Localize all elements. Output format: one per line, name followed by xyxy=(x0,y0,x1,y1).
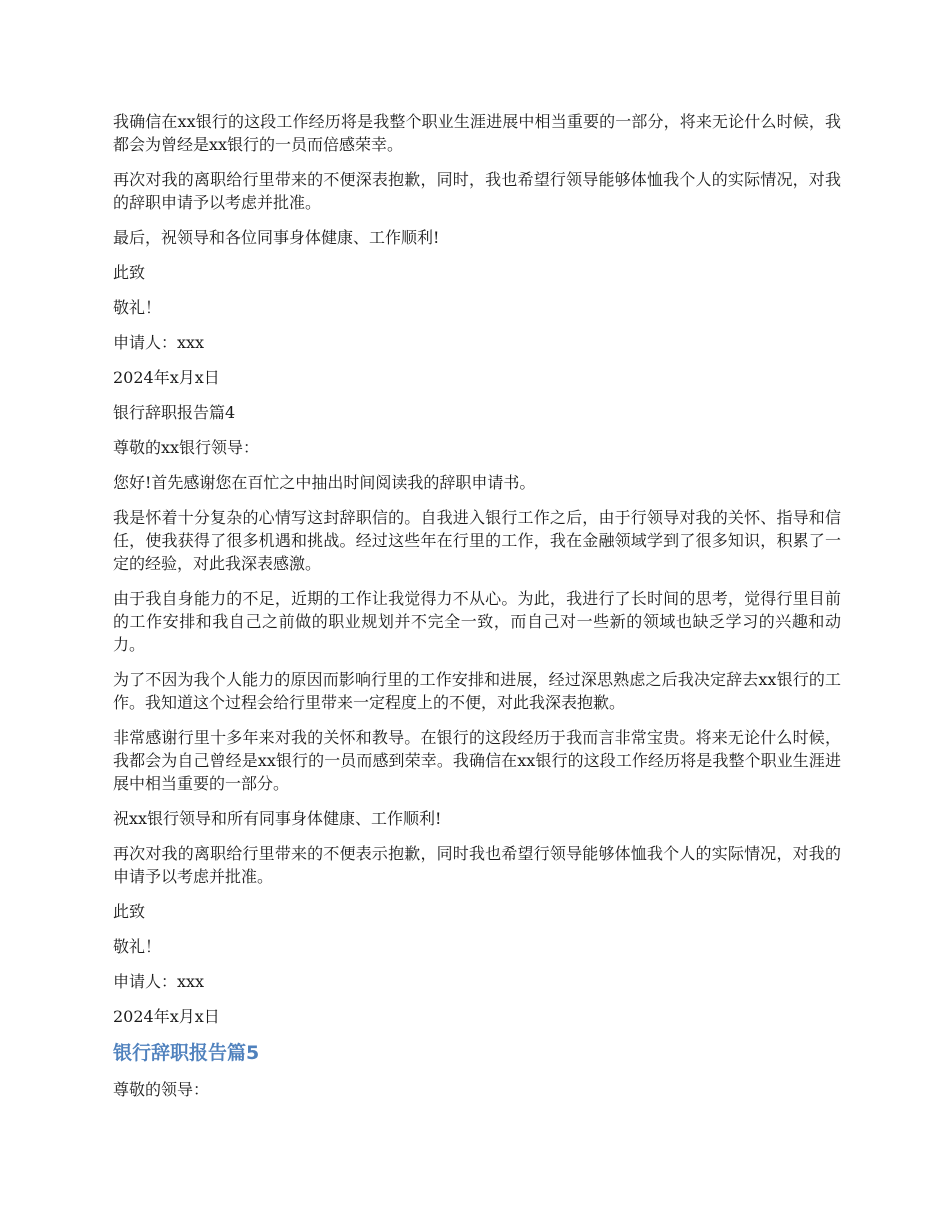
greeting-line: 尊敬的xx银行领导： xyxy=(113,438,260,457)
paragraph: 非常感谢行里十多年来对我的关怀和教导。在银行的这段经历于我而言非常宝贵。将来无论什么时候，我都会为自己曾经是xx银行的一员而感到荣幸。我确信在xx银行的这段工作经历将是我整个职业生涯进展中相当重要的一部分。 xyxy=(113,728,841,793)
paragraph: 我确信在xx银行的这段工作经历将是我整个职业生涯进展中相当重要的一部分，将来无论什么时候，我都会为曾经是xx银行的一员而倍感荣幸。 xyxy=(113,112,841,154)
document-page xyxy=(113,110,841,1113)
salutation-line: 敬礼！ xyxy=(113,937,162,956)
paragraph: 最后，祝领导和各位同事身体健康、工作顺利! xyxy=(113,228,440,247)
paragraph: 再次对我的离职给行里带来的不便表示抱歉，同时我也希望行领导能够体恤我个人的实际情况，对我的申请予以考虑并批准。 xyxy=(113,844,841,886)
date-line: 2024年x月x日 xyxy=(113,1007,220,1026)
salutation-line: 敬礼！ xyxy=(113,298,162,317)
paragraph: 为了不因为我个人能力的原因而影响行里的工作安排和进展，经过深思熟虑之后我决定辞去xx银行的工作。我知道这个过程会给行里带来一定程度上的不便，对此我深表抱歉。 xyxy=(113,670,841,712)
paragraph: 再次对我的离职给行里带来的不便深表抱歉，同时，我也希望行领导能够体恤我个人的实际情况，对我的辞职申请予以考虑并批准。 xyxy=(113,170,841,212)
paragraph: 祝xx银行领导和所有同事身体健康、工作顺利! xyxy=(113,809,442,828)
paragraph: 由于我自身能力的不足，近期的工作让我觉得力不从心。为此，我进行了长时间的思考，觉得行里目前的工作安排和我自己之前做的职业规划并不完全一致，而自己对一些新的领域也缺乏学习的兴趣和动力。 xyxy=(113,589,841,654)
greeting-line: 尊敬的领导： xyxy=(113,1080,210,1099)
paragraph: 我是怀着十分复杂的心情写这封辞职信的。自我进入银行工作之后，由于行领导对我的关怀、指导和信任，使我获得了很多机遇和挑战。经过这些年在行里的工作，我在金融领域学到了很多知识，积累了一定的经验，对此我深表感激。 xyxy=(113,508,841,573)
section-heading: 银行辞职报告篇5 xyxy=(113,1042,260,1064)
closing-line: 此致 xyxy=(113,902,146,921)
applicant-line: 申请人：xxx xyxy=(113,972,205,991)
closing-line: 此致 xyxy=(113,263,146,282)
paragraph: 您好!首先感谢您在百忙之中抽出时间阅读我的辞职申请书。 xyxy=(113,473,536,492)
date-line: 2024年x月x日 xyxy=(113,368,220,387)
applicant-line: 申请人：xxx xyxy=(113,333,205,352)
section-title-4: 银行辞职报告篇4 xyxy=(113,403,236,422)
